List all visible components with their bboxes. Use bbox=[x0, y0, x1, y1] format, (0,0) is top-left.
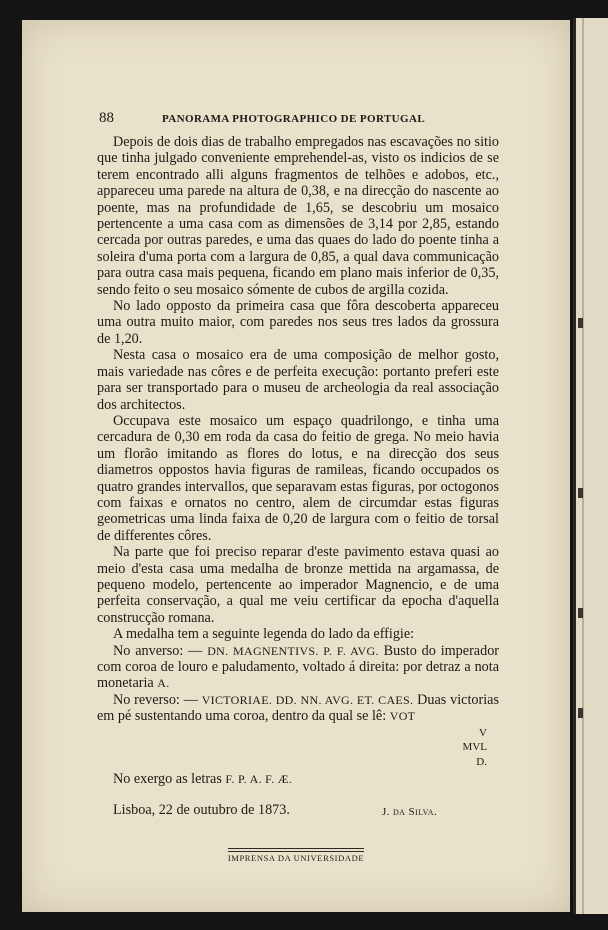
page-fold-line bbox=[582, 18, 584, 914]
exergo-label: No exergo as letras bbox=[113, 771, 222, 788]
paragraph: Occupava este mosaico um espaço quadrilongo, e tinha uma cercadura de 0,30 em roda da casa do feitio de grega. No meio havia um florão imitando as flores do lotus, e na direcção dos seus diametros oppostos havia figuras de ramileas, ficando occupados os quatro grandes intervallos, que separavam estas figuras, por octogonos com faixas e ornatos no centro, alem de circumdar estas figuras geometricas uma linda faixa de 0,20 de largura com o feitio de torsal de differentes côres. bbox=[97, 412, 499, 544]
running-title: PANORAMA PHOTOGRAPHICO DE PORTUGAL bbox=[162, 113, 426, 125]
page-header bbox=[97, 110, 499, 134]
anverso-text: Busto do imperador com coroa de louro e paludamento, voltado á direita: por detraz a nota monetaria bbox=[97, 642, 500, 692]
anverso-paragraph bbox=[97, 643, 499, 692]
reverso-text: Duas victorias em pé sustentando uma coroa, dentro da qual se lê: bbox=[97, 691, 499, 725]
place-date: Lisboa, 22 de outubro de 1873. bbox=[113, 801, 290, 818]
signature-row bbox=[97, 802, 499, 824]
imprint-rule-bottom bbox=[228, 851, 364, 852]
adjacent-page-edge bbox=[573, 18, 608, 914]
page-number: 88 bbox=[99, 110, 114, 126]
reverso-inscription-vot: VOT bbox=[389, 709, 416, 724]
anverso-mark: A. bbox=[157, 676, 170, 691]
paragraph: A medalha tem a seguinte legenda do lado da effigie: bbox=[113, 626, 415, 643]
exergo-line bbox=[97, 771, 499, 787]
inscription-line: D. bbox=[476, 755, 487, 768]
imprint-line: IMPRENSA DA UNIVERSIDADE bbox=[227, 853, 365, 863]
paragraph: Na parte que foi preciso reparar d'este pavimento estava quasi ao meio d'esta casa uma medalha de bronze mettida na argamassa, de pequeno modelo, pertencente ao imperador Magnencio, e de uma perfeita conservação, a qual me veiu certificar da epocha d'aquella construcção romana. bbox=[97, 544, 499, 626]
exergo-letters: F. P. A. F. Æ. bbox=[225, 772, 293, 787]
imprint-rule-top bbox=[228, 848, 364, 849]
paragraph: No lado opposto da primeira casa que fôra descoberta appareceu uma outra muito maior, com paredes nos seus tres lados da grossura de 1,20. bbox=[97, 298, 499, 347]
edge-mark bbox=[578, 318, 583, 328]
edge-mark bbox=[578, 708, 583, 718]
author-signature: J. da Silva. bbox=[382, 805, 438, 818]
paragraph: Nesta casa o mosaico era de uma composição de melhor gosto, mais variedade nas côres e de perfeita execução: portanto preferi este para ser transportado para o museu de archeologia da real associação dos architectos. bbox=[97, 347, 499, 413]
reverso-paragraph bbox=[97, 692, 499, 725]
inscription-line: MVL bbox=[462, 741, 487, 754]
edge-mark bbox=[578, 488, 583, 498]
article-body bbox=[97, 134, 499, 725]
paragraph: Depois de dois dias de trabalho empregados nas escavações no sitio que tinha julgado conveniente emprehendel-as, visto os indicios de se terem encontrado alli alguns fragmentos de telhões e adobos, etc., appareceu uma parede na altura de 0,38, e na direcção do nascente ao poente, mas na profundidade de 1,65, se descobriu um mosaico pertencente a uma casa com as dimensões de 3,14 por 2,85, estando cercada por outras paredes, e uma das quaes do lado do poente tinha a soleira d'uma porta com a largura de 0,85, a qual dava communicação para outra casa mais pequena, ficando em plano mais inferior de 0,35, sendo feito o seu mosaico sómente de cubos de argilla cozida. bbox=[97, 134, 499, 298]
reverso-legend: VICTORIAE. DD. NN. AVG. ET. CAES. bbox=[201, 692, 414, 707]
coin-inscription bbox=[97, 726, 499, 770]
reverso-label: No reverso: — bbox=[113, 691, 198, 708]
anverso-label: No anverso: — bbox=[113, 642, 203, 659]
anverso-legend: DN. MAGNENTIVS. P. F. AVG. bbox=[207, 643, 379, 658]
text-block bbox=[97, 110, 499, 824]
edge-mark bbox=[578, 608, 583, 618]
inscription-line: V bbox=[479, 726, 487, 739]
